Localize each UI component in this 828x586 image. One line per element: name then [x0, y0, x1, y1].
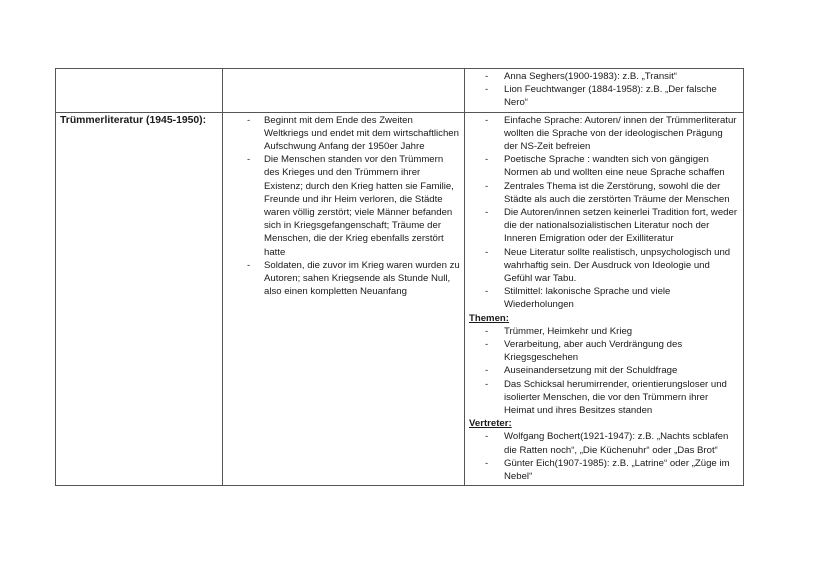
characteristics-list: [469, 114, 739, 312]
list-item: - Trümmer, Heimkehr und Krieg: [485, 325, 633, 337]
list-item: - Poetische Sprache : wandten sich von gängigen Normen ab und wollten eine neue Sprache schaffen: [485, 154, 725, 179]
list-item: - Günter Eich(1907-1985): z.B. „Latrine“ oder „Züge im Nebel“: [485, 457, 730, 483]
vertreter-list: [469, 430, 739, 483]
literature-table: [55, 68, 744, 486]
cell-context: [223, 69, 465, 113]
list-item: - Einfache Sprache: Autoren/ innen der Trümmerliteratur wollten die Sprache von der ideologischen Prägung der NS-Zeit befreien: [485, 114, 737, 153]
list-item: - Das Schicksal herumirrender, orientierungsloser und isolierter Menschen, die vor den Trümmern ihrer Heimat und ihres Besitzes standen: [485, 378, 727, 417]
cell-details: [465, 112, 744, 486]
list-item: - Die Menschen standen vor den Trümmern des Krieges und den Trümmern ihrer Existenz; durch den Krieg hatten sie Familie, Freunde und ihr Heim verloren, die Städte waren völlig zerstört; viele Männer befanden sich in Kriegsgefangenschaft; Träume der Menschen, die der Krieg ebenfalls zerstört hatte: [247, 154, 454, 258]
cell-epoch: [56, 69, 223, 113]
context-list: [227, 114, 460, 299]
list-item: - Zentrales Thema ist die Zerstörung, sowohl die der Städte als auch die zerstörten Träume der Menschen: [485, 180, 730, 205]
table-row-truemmerliteratur: [56, 112, 744, 486]
themen-heading: Themen:: [469, 312, 509, 324]
list-item: - Anna Seghers(1900-1983): z.B. „Transit“: [485, 71, 677, 82]
epoch-heading: Trümmerliteratur (1945-1950):: [56, 112, 223, 486]
list-item: - Lion Feuchtwanger (1884-1958): z.B. „Der falsche Nero“: [485, 84, 717, 109]
list-item: - Stilmittel: lakonische Sprache und viele Wiederholungen: [485, 286, 671, 311]
list-item: - Beginnt mit dem Ende des Zweiten Weltkriegs und endet mit dem wirtschaftlichen Aufschwung Anfang der 1950er Jahre: [247, 114, 459, 153]
list-item: - Verarbeitung, aber auch Verdrängung des Kriegsgeschehen: [485, 339, 683, 364]
cell-details: [465, 69, 744, 113]
list-item: - Wolfgang Bochert(1921-1947): z.B. „Nachts scblafen die Ratten noch“, „Die Küchenuhr“ oder „Das Brot“: [485, 431, 729, 456]
list-item: - Auseinandersetzung mit der Schuldfrage: [485, 365, 678, 377]
cell-context: [223, 112, 465, 486]
themen-list: [469, 325, 739, 417]
table-row-exilliteratur-continued: [56, 69, 744, 113]
author-list: [469, 70, 739, 110]
list-item: - Neue Literatur sollte realistisch, unpsychologisch und wahrhaftig sein. Der Ausdruck von Ideologie und Gefühl war Tabu.: [485, 246, 731, 285]
list-item: - Soldaten, die zuvor im Krieg waren wurden zu Autoren; sahen Kriegsende als Stunde Null, also einen kompletten Neuanfang: [247, 259, 460, 298]
list-item: - Die Autoren/innen setzen keinerlei Tradition fort, weder die der nationalsozialistischen Literatur noch der Inneren Emigration oder der Exilliteratur: [485, 207, 738, 245]
vertreter-heading: Vertreter:: [469, 418, 512, 430]
